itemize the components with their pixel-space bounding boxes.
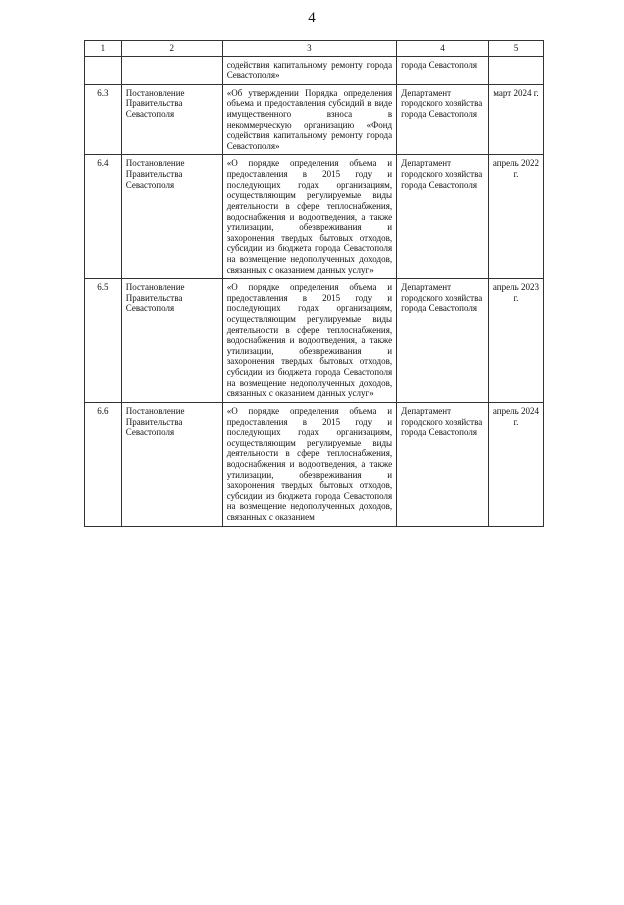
document-table xyxy=(84,40,544,527)
cell-number xyxy=(85,56,122,84)
cell-doc-type: Постановление Правительства Севастополя xyxy=(121,402,222,526)
table-row-continuation xyxy=(85,56,544,84)
header-cell-5: 5 xyxy=(488,41,543,57)
cell-number: 6.5 xyxy=(85,279,122,403)
cell-executor: города Севастополя xyxy=(397,56,489,84)
cell-doc-type xyxy=(121,56,222,84)
cell-executor: Департамент городского хозяйства города Севастополя xyxy=(397,155,489,279)
cell-description: «О порядке определения объема и предоставления в 2015 году и последующих годах организациям, осуществляющим регулируемые виды деятельности в сфере теплоснабжения, водоснабжения и водоотведения, а также утилизации, обезвреживания и захоронения твердых бытовых отходов, субсидии из бюджета города Севастополя на возмещение недополученных доходов, связанных с оказанием xyxy=(222,402,396,526)
header-cell-1: 1 xyxy=(85,41,122,57)
cell-description: содействия капитальному ремонту города Севастополя» xyxy=(222,56,396,84)
cell-executor: Департамент городского хозяйства города Севастополя xyxy=(397,84,489,155)
cell-executor: Департамент городского хозяйства города Севастополя xyxy=(397,402,489,526)
table-row xyxy=(85,84,544,155)
cell-number: 6.6 xyxy=(85,402,122,526)
cell-number: 6.3 xyxy=(85,84,122,155)
document-table-wrapper xyxy=(84,40,544,870)
page-number: 4 xyxy=(308,10,316,26)
header-cell-3: 3 xyxy=(222,41,396,57)
cell-description: «Об утверждении Порядка определения объема и предоставления субсидий в виде имущественного взноса в некоммерческую организацию «Фонд содействия капитальному ремонту города Севастополя» xyxy=(222,84,396,155)
cell-deadline: апрель 2024 г. xyxy=(488,402,543,526)
cell-deadline: апрель 2023 г. xyxy=(488,279,543,403)
cell-deadline: апрель 2022 г. xyxy=(488,155,543,279)
header-cell-4: 4 xyxy=(397,41,489,57)
cell-deadline xyxy=(488,56,543,84)
header-row xyxy=(85,41,544,57)
header-cell-2: 2 xyxy=(121,41,222,57)
cell-executor: Департамент городского хозяйства города Севастополя xyxy=(397,279,489,403)
cell-doc-type: Постановление Правительства Севастополя xyxy=(121,155,222,279)
table-row xyxy=(85,155,544,279)
cell-description: «О порядке определения объема и предоставления в 2015 году и последующих годах организациям, осуществляющим регулируемые виды деятельности в сфере теплоснабжения, водоснабжения и водоотведения, а также утилизации, обезвреживания и захоронения твердых бытовых отходов, субсидии из бюджета города Севастополя на возмещение недополученных доходов, связанных с оказанием данных услуг» xyxy=(222,155,396,279)
cell-description: «О порядке определения объема и предоставления в 2015 году и последующих годах организациям, осуществляющим регулируемые виды деятельности в сфере теплоснабжения, водоснабжения и водоотведения, а также утилизации, обезвреживания и захоронения твердых бытовых отходов, субсидии из бюджета города Севастополя на возмещение недополученных доходов, связанных с оказанием данных услуг» xyxy=(222,279,396,403)
table-row xyxy=(85,402,544,526)
cell-number: 6.4 xyxy=(85,155,122,279)
cell-deadline: март 2024 г. xyxy=(488,84,543,155)
table-row xyxy=(85,279,544,403)
cell-doc-type: Постановление Правительства Севастополя xyxy=(121,84,222,155)
cell-doc-type: Постановление Правительства Севастополя xyxy=(121,279,222,403)
